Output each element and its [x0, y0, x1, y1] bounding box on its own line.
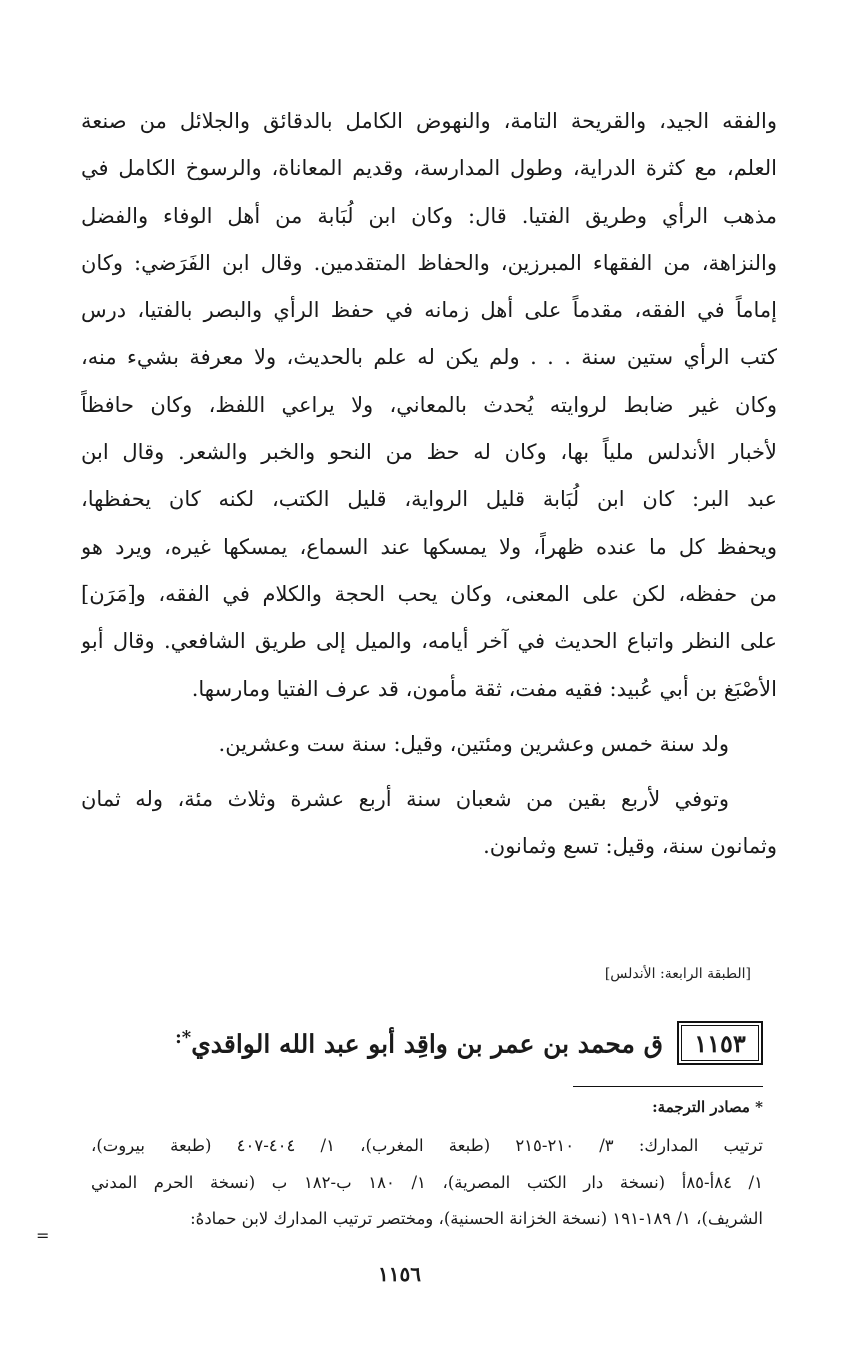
text-line: لأخبار الأندلس ملياً بها، وكان له حظ من النحو والخبر والشعر. وقال ابن [81, 440, 777, 465]
footnote-sources [91, 1128, 763, 1238]
text-line: على النظر واتباع الحديث في آخر أيامه، والميل إلى طريق الشافعي. وقال أبو [81, 629, 777, 654]
text-line: ولد سنة خمس وعشرين ومئتين، وقيل: سنة ست وعشرين. [218, 731, 729, 756]
text-line: من حفظه، لكن على المعنى، وكان يحب الحجة والكلام في الفقه، و[مَرَن] [81, 581, 777, 606]
text-line: ويحفظ كل ما عنده ظهراً، ولا يمسكها عند السماع، يمسكها غيره، ويرد هو [81, 534, 777, 559]
footnote-divider [573, 1086, 763, 1087]
text-line: كتب الرأي ستين سنة . . . ولم يكن له علم بالحديث، ولا معرفة بشيء منه، [81, 345, 777, 370]
text-line: العلم، مع كثرة الدراية، وطول المدارسة، وقديم المعاناة، والرسوخ الكامل في [81, 156, 777, 181]
text-line: ١/ ٨٤أ-٨٥أ (نسخة دار الكتب المصرية)، ١/ ١٨٠ ب-١٨٢ ب (نسخة الحرم المدني [91, 1172, 763, 1192]
continuation-mark: = [36, 1226, 50, 1245]
page-number: ١١٥٦ [378, 1262, 421, 1286]
text-line: وثمانون سنة، وقيل: تسع وثمانون. [483, 834, 777, 859]
text-line: الأصْبَغ بن أبي عُبيد: فقيه مفت، ثقة مأمون، قد عرف الفتيا ومارسها. [191, 676, 777, 701]
text-line: وتوفي لأربع بقين من شعبان سنة أربع عشرة وثلاث مئة، وله ثمان [81, 787, 729, 812]
entry-title-text: ق محمد بن عمر بن واقِد أبو عبد الله الواقدي [191, 1029, 663, 1059]
text-line: عبد البر: كان ابن لُبَابة قليل الرواية، قليل الكتب، لكنه كان يحفظها، [81, 487, 777, 512]
paragraph-birth [81, 721, 777, 768]
entry-title [175, 1027, 663, 1058]
biography-body [81, 98, 777, 871]
text-line: مذهب الرأي وطريق الفتيا. قال: وكان ابن لُبَابة من أهل الوفاء والفضل [81, 203, 777, 228]
text-line: الشريف)، ١/ ١٨٩-١٩١ (نسخة الخزانة الحسنية)، ومختصر ترتيب المدارك لابن حمادهُ: [190, 1209, 763, 1228]
paragraph-death [81, 776, 777, 871]
footnote-marker: *: [175, 1027, 192, 1049]
entry-heading [175, 1018, 763, 1068]
text-line: وكان غير ضابط لروايته يُحدث بالمعاني، ولا يراعي اللفظ، وكان حافظاً [81, 392, 777, 417]
text-line: إماماً في الفقه، مقدماً على أهل زمانه في حفظ الرأي والبصر بالفتيا، درس [81, 298, 777, 323]
footnote-label: * مصادر الترجمة: [652, 1098, 763, 1116]
text-line: ترتيب المدارك: ٣/ ٢١٠-٢١٥ (طبعة المغرب)، ١/ ٤٠٤-٤٠٧ (طبعة بيروت)، [91, 1136, 763, 1155]
text-line: والنزاهة، من الفقهاء المبرزين، والحفاظ المتقدمين. وقال ابن الفَرَضي: وكان [81, 250, 777, 275]
generation-note: [الطبقة الرابعة: الأندلس] [604, 966, 751, 982]
text-line: والفقه الجيد، والقريحة التامة، والنهوض الكامل بالدقائق والجلائل من صنعة [81, 109, 777, 133]
paragraph-scholarly-praise [81, 98, 777, 713]
entry-number-box: ١١٥٣ [677, 1021, 763, 1065]
